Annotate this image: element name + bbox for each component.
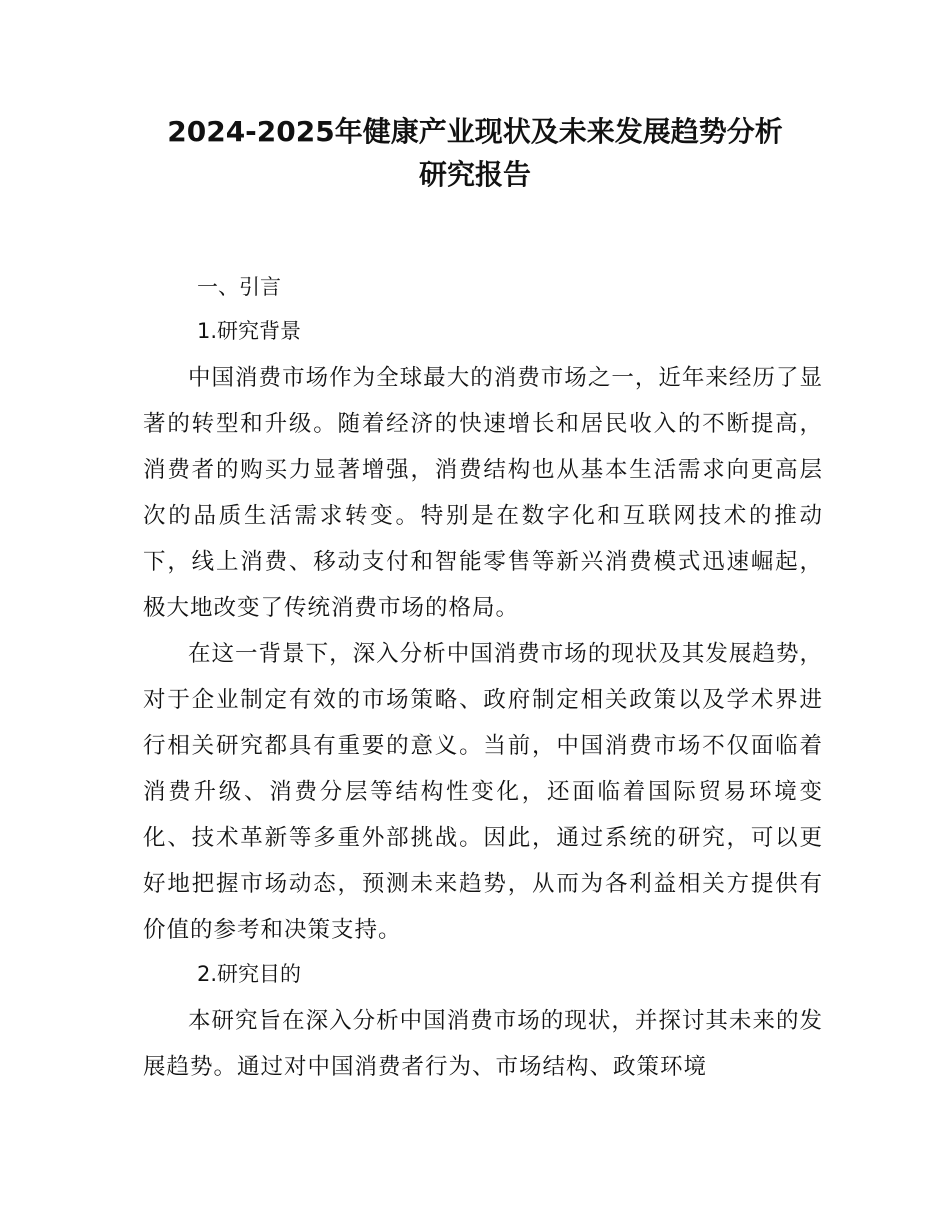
- document-title-line-1: 2024-2025年健康产业现状及未来发展趋势分析: [167, 115, 783, 148]
- document-title-line-2: 研究报告: [418, 158, 531, 191]
- paragraph-background-2: 在这一背景下，深入分析中国消费市场的现状及其发展趋势，对于企业制定有效的市场策略、政府制定相关政策以及学术界进行相关研究都具有重要的意义。当前，中国消费市场不仅面临着消费升级、消费分层等结构性变化，还面临着国际贸易环境变化、技术革新等多重外部挑战。因此，通过系统的研究，可以更好地把握市场动态，预测未来趋势，从而为各利益相关方提供有价值的参考和决策支持。: [143, 641, 823, 943]
- paragraph-purpose-1: 本研究旨在深入分析中国消费市场的现状，并探讨其未来的发展趋势。通过对中国消费者行为、市场结构、政策环境: [143, 1008, 823, 1080]
- subsection-heading-background: 1.研究背景: [197, 319, 302, 343]
- paragraph-background-1: 中国消费市场作为全球最大的消费市场之一，近年来经历了显著的转型和升级。随着经济的快速增长和居民收入的不断提高，消费者的购买力显著增强，消费结构也从基本生活需求向更高层次的品质生活需求转变。特别是在数字化和互联网技术的推动下，线上消费、移动支付和智能零售等新兴消费模式迅速崛起，极大地改变了传统消费市场的格局。: [143, 365, 823, 621]
- subsection-heading-purpose: 2.研究目的: [197, 962, 302, 986]
- section-heading-introduction: 一、引言: [197, 275, 281, 299]
